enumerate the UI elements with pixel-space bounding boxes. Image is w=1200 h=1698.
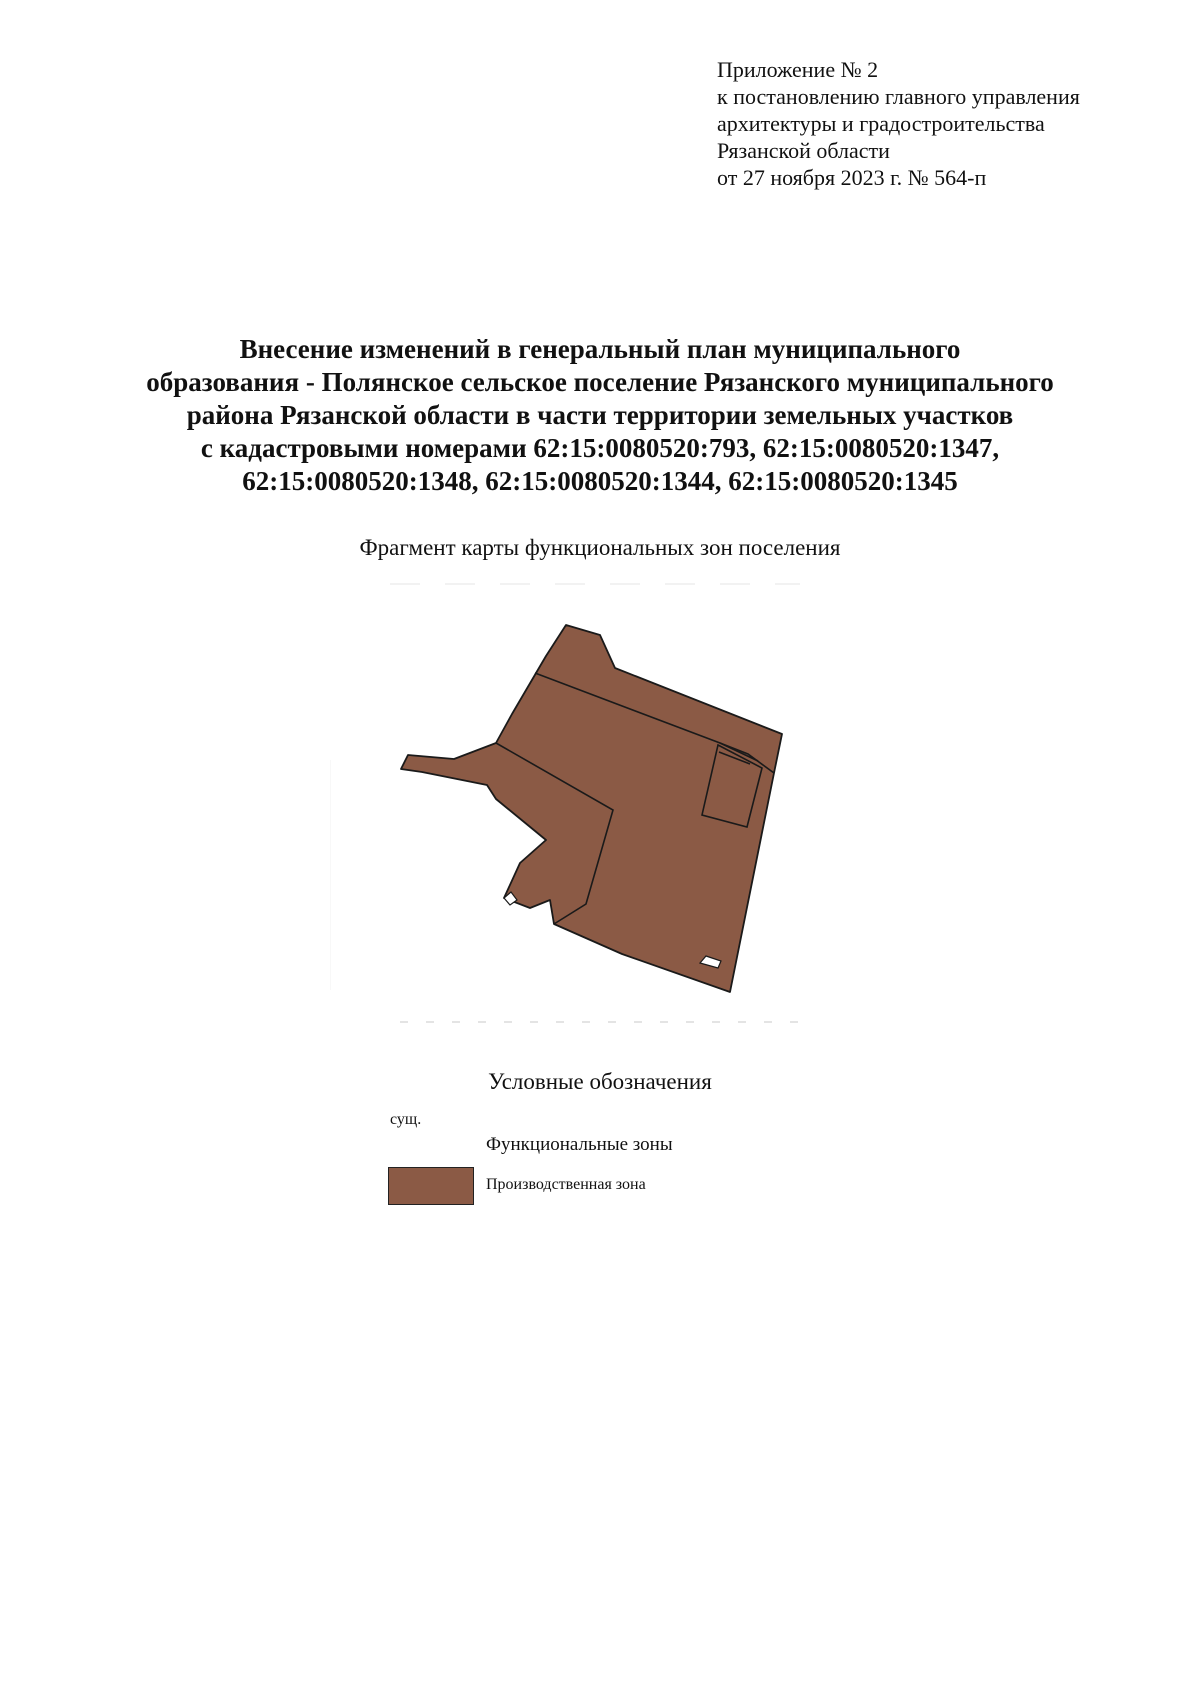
appendix-line: к постановлению главного управления [717,84,1080,109]
legend-group-label: Функциональные зоны [486,1134,673,1155]
zone-map [330,580,830,1030]
map-subtitle: Фрагмент карты функциональных зон поселения [359,535,841,560]
title-line: Внесение изменений в генеральный план муниципального [239,334,961,364]
legend-label-production-zone: Производственная зона [486,1176,646,1193]
title-line: образования - Полянское сельское поселение Рязанского муниципального [146,367,1054,397]
legend-status: сущ. [390,1111,422,1128]
appendix-header [717,56,1157,191]
title-line: 62:15:0080520:1348, 62:15:0080520:1344, 62:15:0080520:1345 [242,466,958,496]
legend-swatch-production-zone [388,1167,474,1205]
zone-map-svg [330,580,830,1030]
title-line: с кадастровыми номерами 62:15:0080520:793, 62:15:0080520:1347, [200,433,1000,463]
legend-title: Условные обозначения [488,1069,712,1094]
production-zone-area [401,625,782,992]
appendix-line: от 27 ноября 2023 г. № 564-п [717,165,987,190]
title-line: района Рязанской области в части территории земельных участков [186,400,1014,430]
appendix-line: Рязанской области [717,138,890,163]
appendix-line: Приложение № 2 [717,57,879,82]
appendix-line: архитектуры и градостроительства [717,111,1045,136]
document-title [60,333,1140,498]
